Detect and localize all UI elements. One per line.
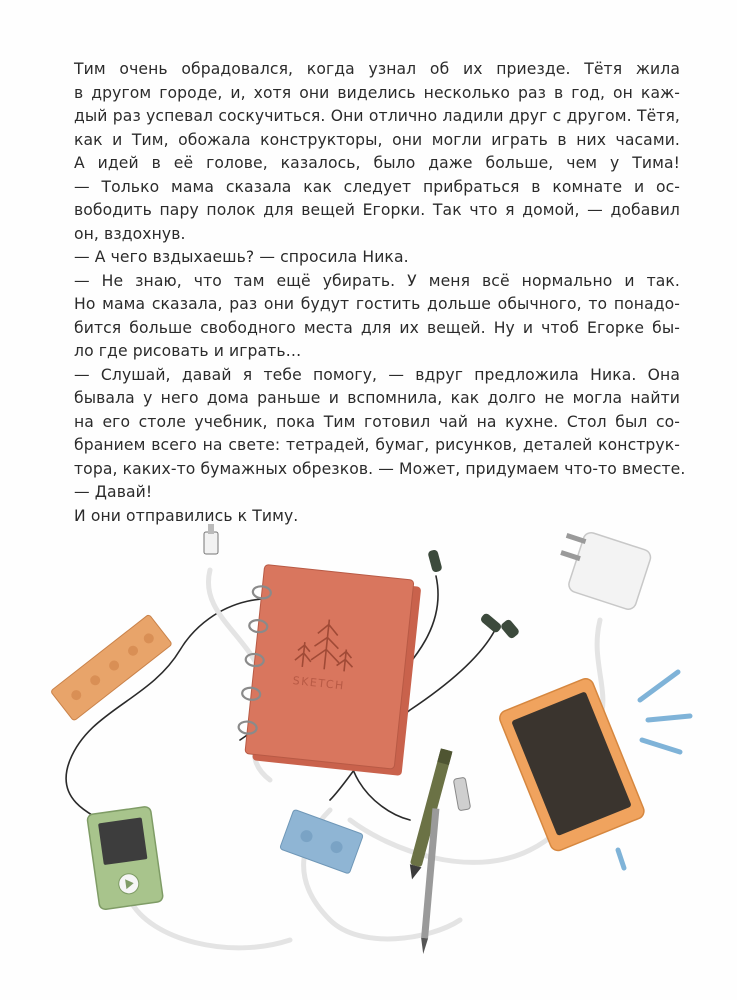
story-line: Тим очень обрадовался, когда узнал об их приезде. Тётя жила bbox=[74, 60, 680, 78]
story-line: — Давай! bbox=[74, 483, 153, 501]
desk-clutter-illustration bbox=[30, 520, 710, 990]
story-line: — Слушай, давай я тебе помогу, — вдруг предложила Ника. Она bbox=[74, 365, 680, 384]
story-line: — Не знаю, что там ещё убирать. У меня всё нормально и так. bbox=[74, 271, 680, 290]
story-line: — Только мама сказала как следует прибраться в комнате и ос- bbox=[74, 177, 680, 196]
story-line: — А чего вздыхаешь? — спросила Ника. bbox=[74, 248, 409, 266]
story-line: Но мама сказала, раз они будут гостить дольше обычного, то понадо- bbox=[74, 295, 680, 313]
usb-plug-icon bbox=[204, 524, 218, 554]
orange-brick bbox=[50, 614, 172, 721]
story-line: бранием всего на свете: тетрадей, бумаг, рисунков, деталей конструк- bbox=[74, 436, 680, 454]
story-line: тора, каких-то бумажных обрезков. — Может, придумаем что-то вместе. bbox=[74, 459, 686, 478]
sketchbook-label: SKETCH bbox=[292, 674, 346, 693]
story-line: ло где рисовать и играть… bbox=[74, 342, 302, 360]
story-line: в другом городе, и, хотя они виделись несколько раз в год, он каж- bbox=[74, 83, 680, 102]
earbuds-icon bbox=[427, 549, 520, 640]
story-line: вободить пару полок для вещей Егорки. Так что я домой, — добавил bbox=[74, 201, 680, 219]
music-player-icon bbox=[87, 806, 164, 910]
story-text bbox=[74, 58, 686, 528]
story-line: он, вздохнув. bbox=[74, 224, 186, 243]
story-line: как и Тим, обожала конструкторы, они могли играть в них часами. bbox=[74, 130, 680, 149]
sketchbook bbox=[235, 564, 422, 776]
story-line: на его столе учебник, пока Тим готовил чай на кухне. Стол был со- bbox=[74, 412, 680, 431]
charger-icon bbox=[551, 525, 653, 611]
story-line: дый раз успевал соскучиться. Они отлично ладили друг с другом. Тётя, bbox=[74, 107, 680, 125]
vibration-lines bbox=[618, 672, 690, 868]
story-line: И они отправились к Тиму. bbox=[74, 506, 299, 525]
story-line: А идей в её голове, казалось, было даже больше, чем у Тима! bbox=[74, 154, 680, 172]
phone-icon bbox=[497, 676, 646, 853]
pen-cap-icon bbox=[453, 777, 470, 811]
story-line: бится больше свободного места для их вещей. Ну и чтоб Егорке бы- bbox=[74, 318, 680, 337]
story-line: бывала у него дома раньше и вспомнила, как долго не могла найти bbox=[74, 389, 680, 407]
